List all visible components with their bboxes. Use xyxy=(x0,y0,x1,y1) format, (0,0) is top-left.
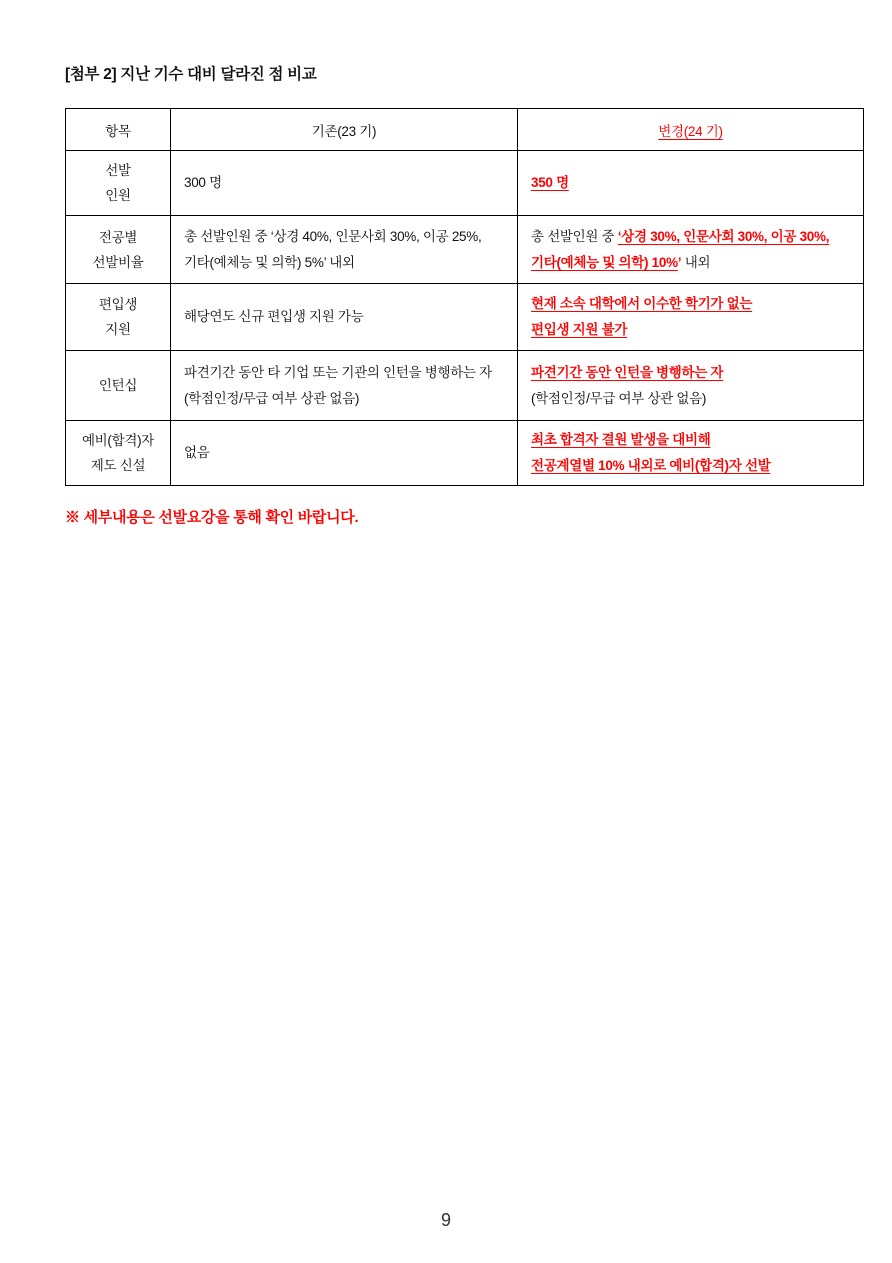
item-line: 선발비율 xyxy=(92,254,144,270)
item-line: 선발 xyxy=(105,163,131,178)
cell-line xyxy=(531,250,850,276)
changed-text-segment: ’ xyxy=(677,254,682,270)
cell-item-label xyxy=(66,216,171,284)
footnote: ※ 세부내용은 선발요강을 통해 확인 바랍니다. xyxy=(65,509,359,526)
cell-existing xyxy=(171,151,518,216)
cell-line xyxy=(531,317,850,343)
cell-changed xyxy=(518,216,864,284)
cell-item-label xyxy=(66,284,171,351)
text-segment: 기타(예체능 및 의학) 5%’ 내외 xyxy=(184,254,355,270)
item-line: 편입생 xyxy=(98,297,138,312)
table-row xyxy=(66,216,864,284)
cell-line xyxy=(184,360,504,386)
changed-text-segment: 기타(예체능 및 의학) 10% xyxy=(531,254,678,270)
table-header-row xyxy=(66,109,864,151)
comparison-table xyxy=(65,108,864,486)
changed-text-segment: 파견기간 동안 인턴을 병행하는 자 xyxy=(531,364,724,380)
cell-existing xyxy=(171,284,518,351)
cell-existing xyxy=(171,216,518,284)
table-row xyxy=(66,284,864,351)
cell-line xyxy=(531,360,850,386)
cell-line xyxy=(184,224,504,250)
changed-text-segment: 현재 소속 대학에서 이수한 학기가 없는 xyxy=(531,296,753,311)
table-row xyxy=(66,351,864,421)
cell-line xyxy=(184,386,504,412)
item-line: 전공별 xyxy=(98,229,138,245)
page-title: [첨부 2] 지난 기수 대비 달라진 점 비교 xyxy=(65,66,317,83)
header-changed: 변경(24 기) xyxy=(518,109,864,151)
cell-line xyxy=(531,427,850,453)
cell-existing xyxy=(171,351,518,421)
header-existing: 기존(23 기) xyxy=(171,109,518,151)
cell-line xyxy=(184,250,504,276)
item-line: 지원 xyxy=(105,322,131,337)
item-line: 인원 xyxy=(105,188,131,203)
cell-changed xyxy=(518,151,864,216)
text-segment: 총 선발인원 중 ‘상경 40%, 인문사회 30%, 이공 25%, xyxy=(184,228,482,244)
header-item: 항목 xyxy=(66,109,171,151)
text-segment: 해당연도 신규 편입생 지원 가능 xyxy=(184,309,364,324)
cell-line xyxy=(531,386,850,412)
cell-item-label xyxy=(66,421,171,486)
text-segment: 내외 xyxy=(681,254,711,270)
cell-existing xyxy=(171,421,518,486)
cell-item-label xyxy=(66,351,171,421)
table-row xyxy=(66,151,864,216)
cell-item-label xyxy=(66,151,171,216)
page-number: 9 xyxy=(440,1210,451,1230)
text-segment: 없음 xyxy=(184,445,210,460)
changed-text-segment: ‘상경 30%, 인문사회 30%, 이공 30%, xyxy=(617,228,830,244)
changed-text-segment: 350 명 xyxy=(531,175,569,190)
changed-text-segment: 최초 합격자 결원 발생을 대비해 xyxy=(531,432,711,447)
cell-line xyxy=(531,224,850,250)
text-segment: (학점인정/무급 여부 상관 없음) xyxy=(531,390,707,406)
item-line: 제도 신설 xyxy=(90,458,146,473)
text-segment: 300 명 xyxy=(184,175,222,190)
item-line: 인턴십 xyxy=(98,378,138,393)
cell-line xyxy=(184,440,504,466)
item-line: 예비(합격)자 xyxy=(81,433,155,448)
changed-text-segment: 편입생 지원 불가 xyxy=(531,322,628,337)
cell-changed xyxy=(518,284,864,351)
text-segment: 파견기간 동안 타 기업 또는 기관의 인턴을 병행하는 자 xyxy=(184,364,492,380)
cell-changed xyxy=(518,421,864,486)
cell-line xyxy=(531,453,850,479)
cell-line xyxy=(184,304,504,330)
cell-line xyxy=(184,170,504,196)
table-row xyxy=(66,421,864,486)
cell-line xyxy=(531,291,850,317)
cell-line xyxy=(531,170,850,196)
changed-text-segment: 전공계열별 10% 내외로 예비(합격)자 선발 xyxy=(531,458,771,473)
text-segment: 총 선발인원 중 xyxy=(531,228,618,244)
table-body xyxy=(66,151,864,486)
text-segment: (학점인정/무급 여부 상관 없음) xyxy=(184,390,360,406)
cell-changed xyxy=(518,351,864,421)
